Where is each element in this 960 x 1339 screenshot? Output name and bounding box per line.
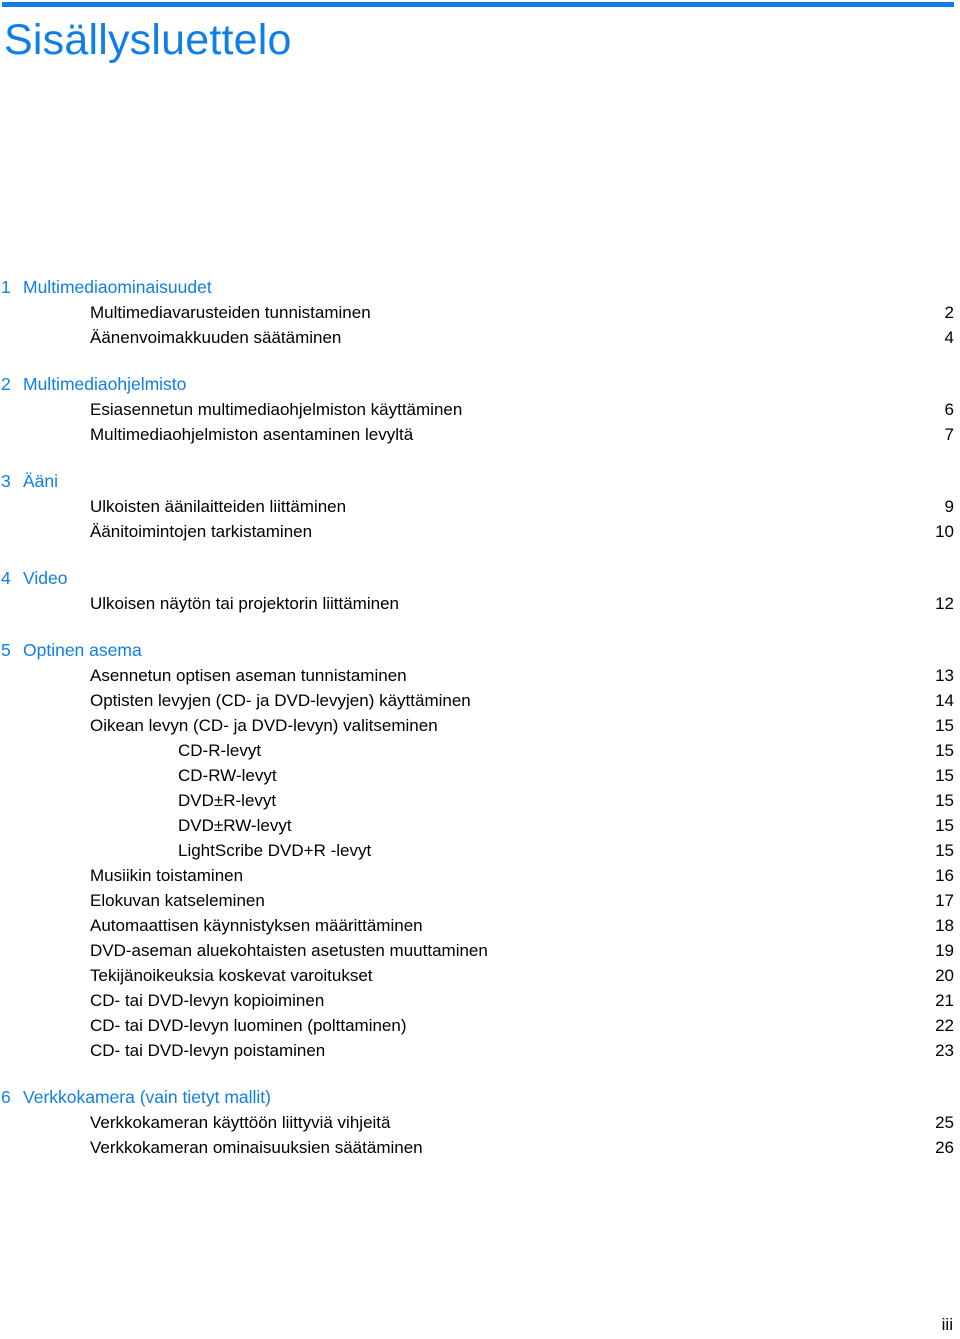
entry-title: Automaattisen käynnistyksen määrittäminen [90,916,423,935]
toc-entry-link[interactable] [0,1038,954,1063]
entry-title: CD-R-levyt [178,741,262,760]
chapter-heading-link[interactable] [0,372,960,397]
chapter-title: Verkkokamera (vain tietyt mallit) [23,1087,271,1107]
entry-page-number: 20 [935,966,954,985]
chapter-title: Multimediaohjelmisto [23,374,187,394]
entry-title: Verkkokameran ominaisuuksien säätäminen [90,1138,423,1157]
entry-page-number: 17 [935,891,954,910]
entry-title: Asennetun optisen aseman tunnistaminen [90,666,407,685]
toc-subentry-link[interactable] [0,738,954,763]
entry-page-number: 2 [944,303,954,322]
toc-chapter [0,1085,960,1160]
entry-page-number: 10 [935,522,954,541]
chapter-number: 6 [1,1087,11,1107]
toc-entry-link[interactable] [0,519,954,544]
entry-title: Äänitoimintojen tarkistaminen [90,522,313,541]
entry-page-number: 4 [944,328,954,347]
toc-entry-link[interactable] [0,494,954,519]
entry-title: CD- tai DVD-levyn kopioiminen [90,991,325,1010]
chapter-heading-link[interactable] [0,469,960,494]
entry-title: Ulkoisen näytön tai projektorin liittäminen [90,594,399,613]
chapter-heading-link[interactable] [0,275,960,300]
chapter-number: 2 [1,374,11,394]
toc-entry-link[interactable] [0,938,954,963]
entry-title: CD-RW-levyt [178,766,277,785]
entry-page-number: 19 [935,941,954,960]
entry-page-number: 15 [935,716,954,735]
toc-subentry-link[interactable] [0,788,954,813]
toc-entry-link[interactable] [0,300,954,325]
chapter-title: Video [23,568,68,588]
chapter-heading-link[interactable] [0,1085,960,1110]
entry-page-number: 21 [935,991,954,1010]
entry-title: Esiasennetun multimediaohjelmiston käyttäminen [90,400,463,419]
chapter-title: Optinen asema [23,640,142,660]
chapter-heading-link[interactable] [0,638,960,663]
entry-page-number: 15 [935,841,954,860]
entry-title: Multimediaohjelmiston asentaminen levyltä [90,425,414,444]
toc-subentry-link[interactable] [0,763,954,788]
entry-title: Ulkoisten äänilaitteiden liittäminen [90,497,347,516]
entry-title: DVD-aseman aluekohtaisten asetusten muuttaminen [90,941,488,960]
entry-page-number: 6 [944,400,954,419]
page-number: iii [941,1315,953,1334]
entry-title: Äänenvoimakkuuden säätäminen [90,328,342,347]
entry-title: LightScribe DVD+R -levyt [178,841,372,860]
toc-entry-link[interactable] [0,888,954,913]
entry-title: CD- tai DVD-levyn luominen (polttaminen) [90,1016,407,1035]
toc-entry-link[interactable] [0,325,954,350]
chapter-heading-link[interactable] [0,566,960,591]
entry-page-number: 15 [935,791,954,810]
entry-page-number: 13 [935,666,954,685]
toc-entry-link[interactable] [0,963,954,988]
chapter-number: 5 [1,640,11,660]
toc-entry-link[interactable] [0,1013,954,1038]
toc-chapter [0,638,960,1063]
entry-page-number: 7 [944,425,954,444]
entry-title: Musiikin toistaminen [90,866,244,885]
toc-chapter [0,275,960,350]
toc-entry-link[interactable] [0,863,954,888]
entry-page-number: 9 [944,497,954,516]
entry-title: Verkkokameran käyttöön liittyviä vihjeitä [90,1113,391,1132]
table-of-contents [0,275,960,1160]
toc-entry-link[interactable] [0,988,954,1013]
entry-page-number: 25 [935,1113,954,1132]
toc-chapter [0,566,960,616]
entry-title: CD- tai DVD-levyn poistaminen [90,1041,326,1060]
entry-title: Tekijänoikeuksia koskevat varoitukset [90,966,373,985]
entry-page-number: 18 [935,916,954,935]
entry-page-number: 15 [935,741,954,760]
toc-entry-link[interactable] [0,591,954,616]
toc-entry-link[interactable] [0,663,954,688]
toc-entry-link[interactable] [0,688,954,713]
toc-entry-link[interactable] [0,397,954,422]
chapter-title: Multimediaominaisuudet [23,277,212,297]
chapter-title: Ääni [23,471,59,491]
toc-chapter [0,469,960,544]
entry-page-number: 14 [935,691,954,710]
entry-title: Oikean levyn (CD- ja DVD-levyn) valitseminen [90,716,438,735]
chapter-number: 1 [1,277,11,297]
top-rule [2,2,954,7]
page-title: Sisällysluettelo [4,16,292,64]
toc-entry-link[interactable] [0,422,954,447]
toc-subentry-link[interactable] [0,813,954,838]
toc-entry-link[interactable] [0,713,954,738]
toc-subentry-link[interactable] [0,838,954,863]
entry-page-number: 12 [935,594,954,613]
entry-page-number: 26 [935,1138,954,1157]
entry-page-number: 23 [935,1041,954,1060]
toc-entry-link[interactable] [0,1110,954,1135]
entry-page-number: 15 [935,816,954,835]
entry-title: DVD±R-levyt [178,791,277,810]
entry-title: DVD±RW-levyt [178,816,292,835]
chapter-number: 4 [1,568,11,588]
entry-title: Elokuvan katseleminen [90,891,265,910]
entry-title: Optisten levyjen (CD- ja DVD-levyjen) käyttäminen [90,691,471,710]
toc-chapter [0,372,960,447]
chapter-number: 3 [1,471,11,491]
toc-entry-link[interactable] [0,913,954,938]
toc-entry-link[interactable] [0,1135,954,1160]
entry-title: Multimediavarusteiden tunnistaminen [90,303,371,322]
entry-page-number: 22 [935,1016,954,1035]
entry-page-number: 16 [935,866,954,885]
entry-page-number: 15 [935,766,954,785]
